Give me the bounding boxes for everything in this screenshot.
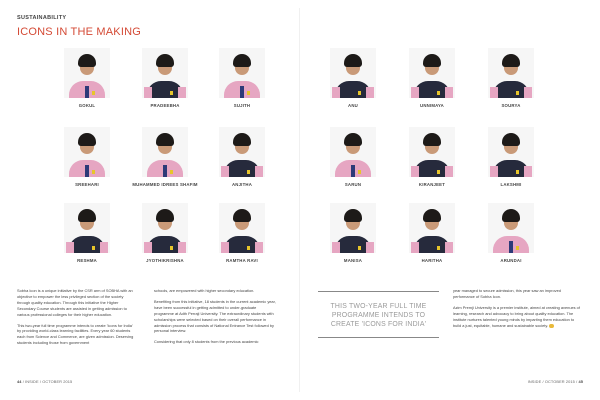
article-column-1	[17, 288, 135, 351]
student-card	[206, 127, 278, 187]
student-card	[396, 48, 468, 108]
pull-quote: THIS TWO-YEAR FULL TIME PROGRAMME INTENDS TO CREATE 'ICONS FOR INDIA'	[318, 291, 439, 338]
student-card	[129, 203, 201, 263]
spine-gutter	[299, 8, 300, 392]
student-name: JYOTHIKRISHNA	[146, 258, 184, 263]
student-photo	[219, 203, 265, 253]
student-photo	[142, 127, 188, 177]
student-card	[51, 203, 123, 263]
student-photo	[64, 48, 110, 98]
student-name: SREEHARI	[75, 182, 99, 187]
student-photo	[219, 127, 265, 177]
student-card	[206, 203, 278, 263]
body-paragraph-final: Azim Premji University is a premier institute, aimed at creating avenues of learning, research and advocacy to bring about quality education. The institute nurtures talented young minds by imparting them education to build a just, equitable, humane and sustainable society.	[453, 304, 580, 328]
student-photo	[142, 48, 188, 98]
student-photo	[488, 203, 534, 253]
student-name: KIRANJEET	[418, 182, 446, 187]
student-name: MUHAMMED IDREES SHAFIM	[132, 182, 198, 187]
folio-text-right: INSIDE / OCTOBER 2015 /	[527, 379, 579, 384]
body-paragraph: Benefiting from this initiative, 18 students in the current academic year, have been successful in getting admitted to under-graduate programme at Adth Perraji University. The extraordinary students with scholarships were selected based on their overall performance in admission process that consists of National Entrance Test followed by personal interview.	[154, 298, 276, 334]
student-name: GOKUL	[78, 103, 96, 108]
student-name: RESHMA	[77, 258, 97, 263]
student-card	[51, 48, 123, 108]
student-name: SOURYA	[501, 103, 521, 108]
student-name: RAMTHA RAVI	[226, 258, 258, 263]
student-photo	[488, 48, 534, 98]
section-kicker: SUSTAINABILITY	[17, 15, 67, 21]
student-card	[475, 127, 547, 187]
right-folio	[528, 379, 583, 384]
student-photo	[330, 127, 376, 177]
student-name: HARITHA	[421, 258, 443, 263]
page-number-left: 44	[17, 379, 22, 384]
body-paragraph: Sobha Icon is a unique initiative by the CSR arm of SOBHA with an objective to empower the less privileged section of the society through quality education. Through this initiative the Higher Secondary Course students are assisted in getting admission to various professional colleges for their higher education.	[17, 288, 133, 317]
student-photo	[409, 48, 455, 98]
student-photo	[64, 203, 110, 253]
student-card	[396, 127, 468, 187]
student-card	[317, 127, 389, 187]
body-paragraph: schools, are empowered with higher secondary education.	[154, 288, 255, 293]
left-folio	[17, 379, 72, 384]
end-mark-icon	[549, 324, 554, 328]
student-name: ARUNDAI	[500, 258, 522, 263]
student-card	[396, 203, 468, 263]
student-card	[317, 48, 389, 108]
article-headline: ICONS IN THE MAKING	[17, 26, 141, 38]
student-card	[206, 48, 278, 108]
student-photo	[64, 127, 110, 177]
folio-text-left: / INSIDE / OCTOBER 2015	[21, 379, 73, 384]
student-name: SUJITH	[233, 103, 251, 108]
body-paragraph: This two-year full time programme intends to create 'Icons for India' by providing world-class learning facilities. Every year 60 students each from Science and Commerce, are given admission. Deserving students including those from government	[17, 322, 134, 346]
student-name: PRADEEBHA	[150, 103, 180, 108]
student-name: LAKSHMI	[500, 182, 522, 187]
student-card	[129, 48, 201, 108]
student-name: UNNIMAYA	[420, 103, 444, 108]
student-card	[475, 203, 547, 263]
article-column-4	[453, 288, 580, 333]
student-name: MANISA	[343, 258, 363, 263]
student-card	[129, 127, 201, 187]
student-name: ANU	[348, 103, 358, 108]
student-card	[51, 127, 123, 187]
student-name: ANJITHA	[231, 182, 253, 187]
student-photo	[219, 48, 265, 98]
student-name: SARUN	[344, 182, 362, 187]
student-card	[475, 48, 547, 108]
page-number-right: 45	[578, 379, 583, 384]
student-card	[317, 203, 389, 263]
student-photo	[330, 203, 376, 253]
student-photo	[488, 127, 534, 177]
student-photo	[142, 203, 188, 253]
body-paragraph: Considering that only 8 students from the previous academic	[154, 339, 259, 345]
body-paragraph: year managed to secure admission, this year saw an improved performance of Sobha Icon.	[453, 288, 561, 299]
student-photo	[330, 48, 376, 98]
article-column-2	[154, 288, 276, 350]
student-photo	[409, 127, 455, 177]
student-photo	[409, 203, 455, 253]
